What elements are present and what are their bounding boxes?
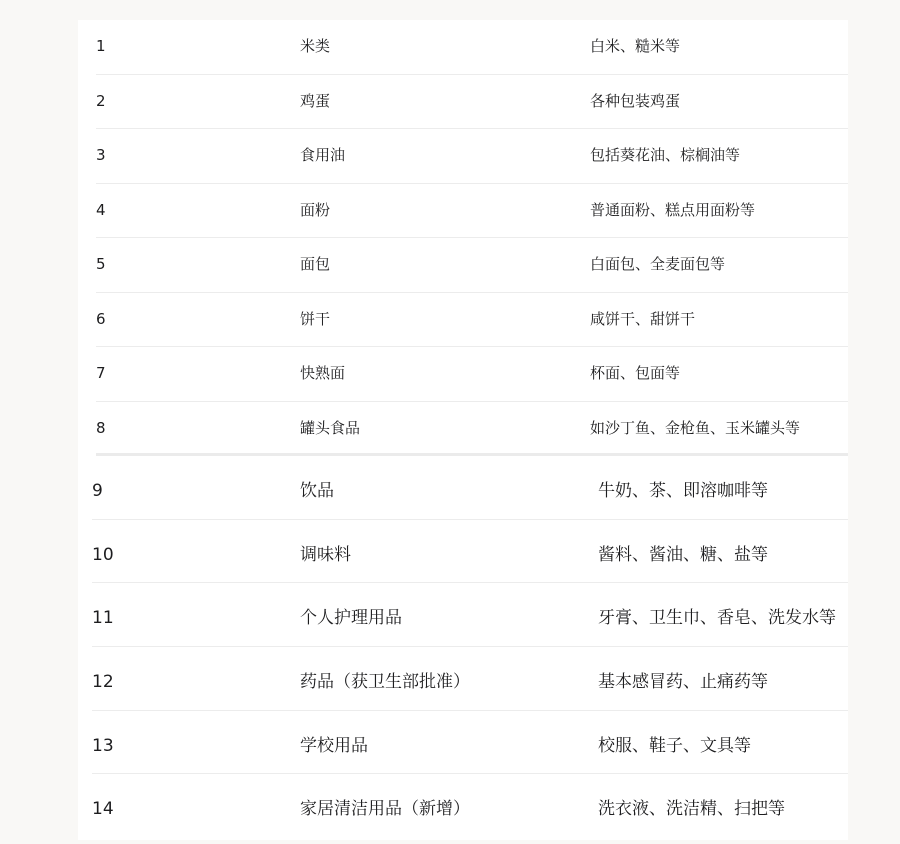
item-category: 药品（获卫生部批准） <box>300 672 470 693</box>
item-number: 6 <box>96 309 106 328</box>
item-number: 4 <box>96 200 106 219</box>
item-category: 调味料 <box>300 544 351 565</box>
table-row <box>78 129 848 184</box>
item-category: 食用油 <box>300 146 346 164</box>
item-examples: 白米、糙米等 <box>590 37 681 55</box>
item-examples: 包括葵花油、棕榈油等 <box>590 146 741 164</box>
table-row <box>78 774 848 838</box>
item-examples: 如沙丁鱼、金枪鱼、玉米罐头等 <box>590 418 801 437</box>
table-row <box>78 520 848 584</box>
item-category: 鸡蛋 <box>300 91 331 110</box>
item-examples: 各种包装鸡蛋 <box>590 91 681 110</box>
item-number: 1 <box>96 37 106 55</box>
item-number: 3 <box>96 146 106 164</box>
item-examples: 白面包、全麦面包等 <box>590 255 726 273</box>
items-table-upper <box>78 20 848 456</box>
item-category: 饮品 <box>300 481 334 501</box>
table-row <box>78 184 848 239</box>
table-row <box>78 20 848 75</box>
item-examples: 咸饼干、甜饼干 <box>590 309 696 328</box>
item-number: 12 <box>92 672 114 693</box>
table-row <box>78 711 848 775</box>
table-row <box>78 456 848 520</box>
document-sheet <box>78 20 848 840</box>
item-category: 罐头食品 <box>300 418 361 437</box>
item-category: 快熟面 <box>300 364 346 382</box>
table-row <box>78 402 848 457</box>
table-row <box>78 293 848 348</box>
item-category: 面包 <box>300 255 331 273</box>
item-category: 米类 <box>300 37 331 55</box>
item-number: 10 <box>92 544 114 565</box>
table-row <box>78 583 848 647</box>
item-number: 13 <box>92 735 114 756</box>
item-category: 饼干 <box>300 309 331 328</box>
table-row <box>78 75 848 130</box>
item-category: 学校用品 <box>300 735 368 756</box>
item-examples: 牙膏、卫生巾、香皂、洗发水等 <box>598 608 836 629</box>
item-examples: 酱料、酱油、糖、盐等 <box>598 544 768 565</box>
item-examples: 杯面、包面等 <box>590 364 681 382</box>
item-number: 8 <box>96 418 106 437</box>
item-number: 14 <box>92 799 114 820</box>
item-category: 面粉 <box>300 200 331 219</box>
item-number: 2 <box>96 91 106 110</box>
item-examples: 基本感冒药、止痛药等 <box>598 672 768 693</box>
table-row <box>78 347 848 402</box>
item-number: 9 <box>92 481 103 501</box>
item-category: 家居清洁用品（新增） <box>300 799 470 820</box>
item-category: 个人护理用品 <box>300 608 402 629</box>
table-row <box>78 238 848 293</box>
item-examples: 校服、鞋子、文具等 <box>598 735 751 756</box>
item-number: 7 <box>96 364 106 382</box>
item-number: 11 <box>92 608 114 629</box>
item-examples: 普通面粉、糕点用面粉等 <box>590 200 756 219</box>
item-number: 5 <box>96 255 106 273</box>
item-examples: 洗衣液、洗洁精、扫把等 <box>598 799 785 820</box>
table-row <box>78 647 848 711</box>
items-table-lower <box>78 456 848 838</box>
item-examples: 牛奶、茶、即溶咖啡等 <box>598 481 768 501</box>
